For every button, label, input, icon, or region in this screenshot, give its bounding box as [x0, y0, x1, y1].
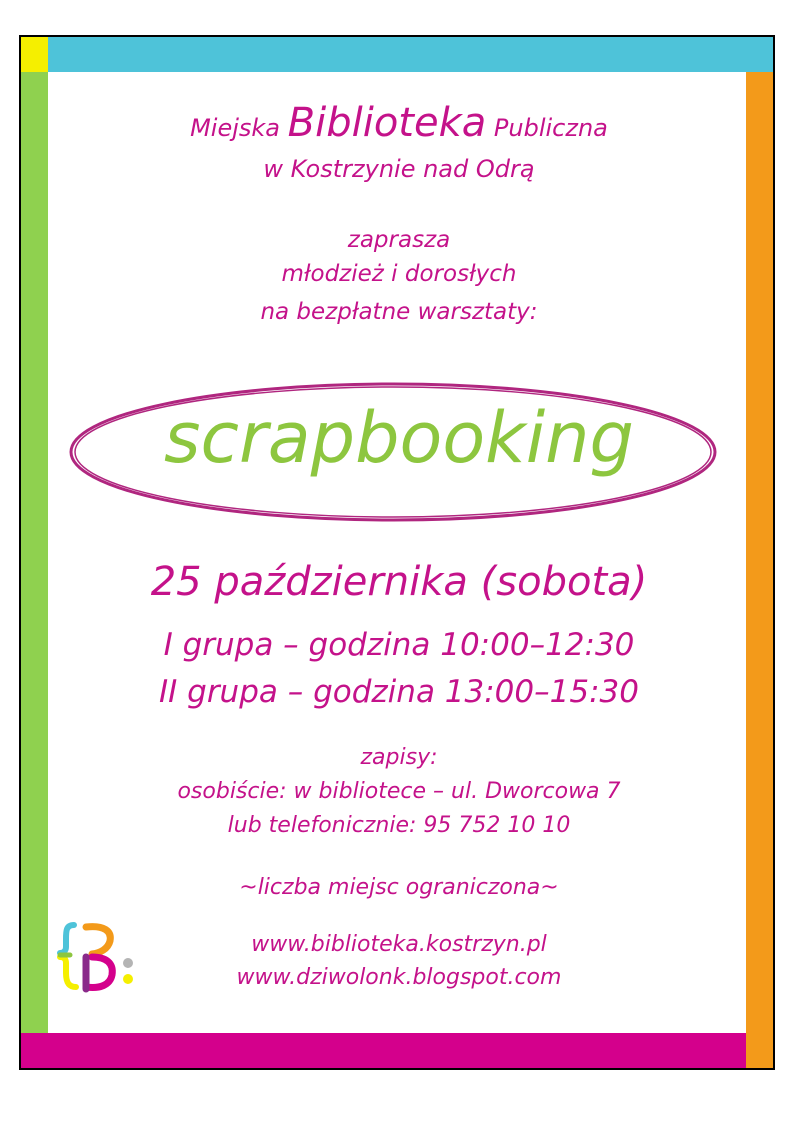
library-logo-icon — [56, 917, 146, 997]
invite-line-3: na bezpłatne warsztaty: — [260, 299, 538, 325]
library-title — [21, 100, 775, 146]
limited-places-note: ~liczba miejsc ograniczona~ — [239, 875, 559, 900]
top-cyan-bar — [48, 37, 773, 72]
corner-yellow-block — [21, 37, 48, 72]
invite-line-2: młodzież i dorosłych — [281, 261, 517, 287]
website-link[interactable]: www.biblioteka.kostrzyn.pl — [251, 932, 547, 957]
registration-in-person: osobiście: w bibliotece – ul. Dworcowa 7 — [177, 779, 621, 804]
workshop-date: 25 października (sobota) — [150, 559, 648, 605]
blog-link[interactable]: www.dziwolonk.blogspot.com — [236, 965, 562, 990]
invite-line-1: zaprasza — [347, 227, 451, 253]
poster — [19, 35, 775, 1070]
bottom-magenta-bar — [21, 1033, 746, 1068]
library-location: w Kostrzynie nad Odrą — [263, 155, 535, 183]
registration-phone: lub telefonicznie: 95 752 10 10 — [227, 813, 571, 838]
registration-heading: zapisy: — [360, 745, 438, 770]
title-prefix: Miejska — [190, 114, 281, 142]
title-suffix: Publiczna — [493, 114, 608, 142]
workshop-name: scrapbooking — [164, 397, 634, 479]
group-1-time: I grupa – godzina 10:00–12:30 — [163, 627, 635, 663]
group-2-time: II grupa – godzina 13:00–15:30 — [159, 674, 639, 710]
title-main: Biblioteka — [287, 100, 487, 146]
